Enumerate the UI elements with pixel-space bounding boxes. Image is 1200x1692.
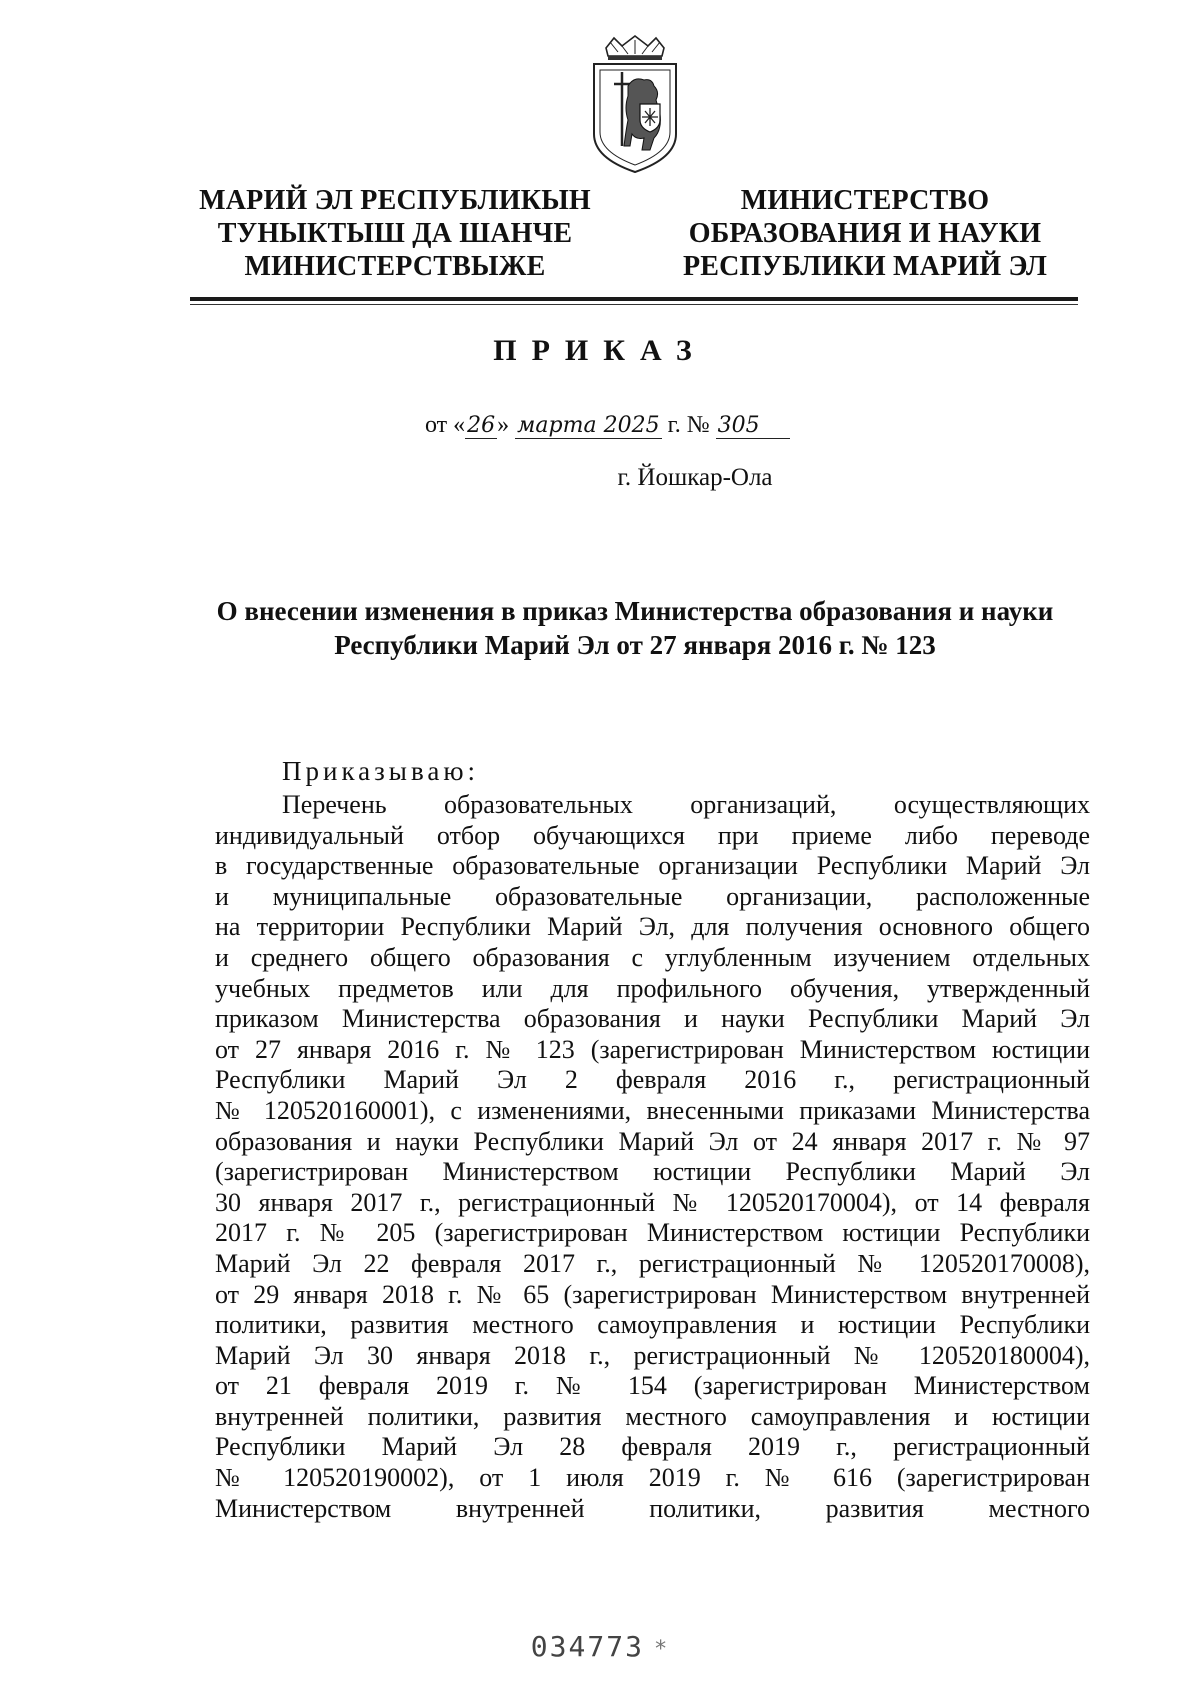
body-line: Марий Эл 22 февраля 2017 г., регистрационный № 120520170008), [215,1248,1090,1278]
body-line: (зарегистрирован Министерством юстиции Республики Марий Эл [215,1157,1090,1187]
body-line: Министерством внутренней политики, развития местного [215,1493,1090,1523]
order-title: ПРИКАЗ [493,334,707,367]
coat-of-arms-emblem [588,34,682,176]
header-divider-thick [190,297,1078,301]
date-prefix: от « [425,412,466,438]
number-label: г. № [667,412,710,438]
handwritten-month-year: марта 2025 [517,413,660,438]
header-right-line: РЕСПУБЛИКИ МАРИЙ ЭЛ [682,251,1048,282]
body-line: на территории Республики Марий Эл, для получения основного общего [215,912,1090,942]
stamp-mark: * [653,1637,670,1662]
body-line: внутренней политики, развития местного самоуправления и юстиции [215,1401,1090,1431]
body-line: 30 января 2017 г., регистрационный № 120520170004), от 14 февраля [215,1187,1090,1217]
order-city: г. Йошкар-Ола [617,464,773,491]
header-right-line: МИНИСТЕРСТВО [740,185,990,216]
order-body-text [215,790,1090,1524]
body-line: от 21 февраля 2019 г. № 154 (зарегистрирован Министерством [215,1371,1090,1401]
header-left-line: МИНИСТЕРСТВЫЖЕ [244,251,546,282]
header-left-line: ТУНЫКТЫШ ДА ШАНЧЕ [217,218,573,249]
body-line: образования и науки Республики Марий Эл от 24 января 2017 г. № 97 [215,1126,1090,1156]
body-line: от 29 января 2018 г. № 65 (зарегистрирован Министерством внутренней [215,1279,1090,1309]
date-mid: » [497,412,510,438]
body-line: Марий Эл 30 января 2018 г., регистрационный № 120520180004), [215,1340,1090,1370]
header-russian-ministry-name [665,184,1065,283]
body-line: Республики Марий Эл 28 февраля 2019 г., регистрационный [215,1432,1090,1462]
body-line: Республики Марий Эл 2 февраля 2016 г., регистрационный [215,1065,1090,1095]
header-right-line: ОБРАЗОВАНИЯ И НАУКИ [688,218,1042,249]
body-line: 2017 г. № 205 (зарегистрирован Министерством юстиции Республики [215,1218,1090,1248]
body-line: № 120520190002), от 1 июля 2019 г. № 616 (зарегистрирован [215,1463,1090,1493]
body-line: политики, развития местного самоуправления и юстиции Республики [215,1310,1090,1340]
body-line: и среднего общего образования с углубленным изучением отдельных [215,942,1090,972]
header-mari-ministry-name [190,184,600,283]
order-subject [190,594,1080,662]
order-directive-word: Приказываю: [282,756,479,786]
body-line: учебных предметов или для профильного обучения, утвержденный [215,973,1090,1003]
handwritten-day: 26 [467,413,496,438]
body-line: Перечень образовательных организаций, осуществляющих [282,790,1090,819]
header-divider-thin [190,304,1078,305]
body-line: в государственные образовательные организации Республики Марий Эл [215,851,1090,881]
subject-line: О внесении изменения в приказ Министерства образования и науки [216,596,1054,626]
handwritten-order-number: 305 [716,413,790,439]
subject-line: Республики Марий Эл от 27 января 2016 г. № 123 [334,630,936,660]
body-line: и муниципальные образовательные организации, расположенные [215,881,1090,911]
order-date-line [425,412,790,439]
header-left-line: МАРИЙ ЭЛ РЕСПУБЛИКЫН [199,185,591,216]
body-line: приказом Министерства образования и науки Республики Марий Эл [215,1004,1090,1034]
body-line: от 27 января 2016 г. № 123 (зарегистрирован Министерством юстиции [215,1034,1090,1064]
serial-number: 034773 [530,1630,644,1663]
body-line: № 120520160001), с изменениями, внесенными приказами Министерства [215,1095,1090,1125]
body-line: индивидуальный отбор обучающихся при приеме либо переводе [215,820,1090,850]
serial-stamp [0,1630,1200,1663]
